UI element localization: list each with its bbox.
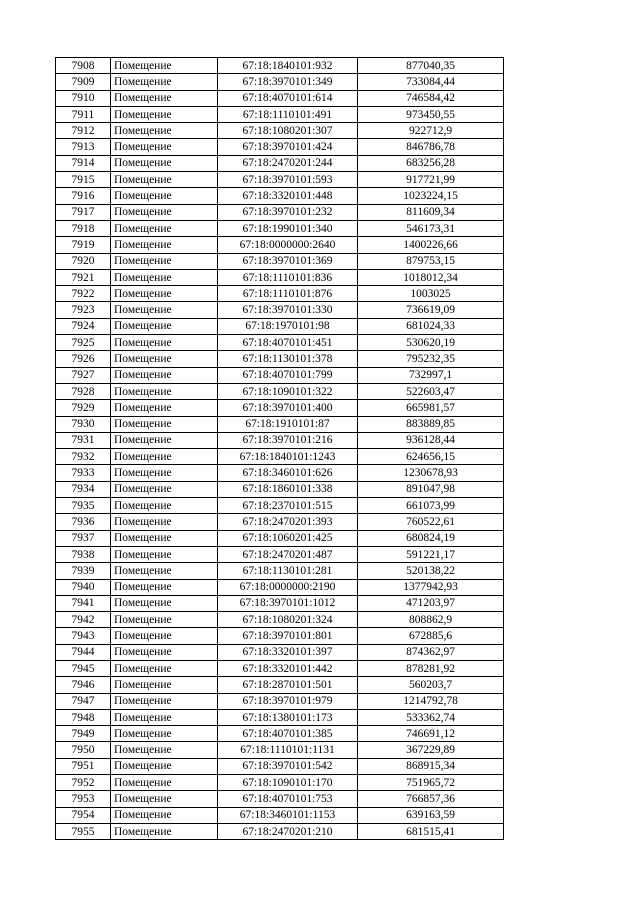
table-row: [56, 775, 504, 791]
table-row: [56, 139, 504, 155]
cadastral-number: 67:18:1130101:281: [218, 563, 358, 579]
cadastral-number: 67:18:3320101:442: [218, 660, 358, 676]
table-row: [56, 237, 504, 253]
row-number: 7914: [56, 155, 111, 171]
table-row: [56, 677, 504, 693]
cadastral-value: 680824,19: [358, 530, 504, 546]
object-type: Помещение: [111, 351, 218, 367]
cadastral-number: 67:18:1110101:1131: [218, 742, 358, 758]
object-type: Помещение: [111, 449, 218, 465]
object-type: Помещение: [111, 726, 218, 742]
property-table: [55, 57, 504, 840]
object-type: Помещение: [111, 383, 218, 399]
cadastral-number: 67:18:1090101:170: [218, 775, 358, 791]
table-row: [56, 709, 504, 725]
object-type: Помещение: [111, 367, 218, 383]
table-row: [56, 383, 504, 399]
row-number: 7911: [56, 106, 111, 122]
table-row: [56, 726, 504, 742]
cadastral-value: 1018012,34: [358, 269, 504, 285]
object-type: Помещение: [111, 563, 218, 579]
cadastral-value: 874362,97: [358, 644, 504, 660]
cadastral-value: 681515,41: [358, 823, 504, 839]
object-type: Помещение: [111, 237, 218, 253]
table-row: [56, 579, 504, 595]
cadastral-value: 808862,9: [358, 612, 504, 628]
table-row: [56, 693, 504, 709]
object-type: Помещение: [111, 302, 218, 318]
cadastral-value: 746584,42: [358, 90, 504, 106]
cadastral-value: 533362,74: [358, 709, 504, 725]
cadastral-value: 736619,09: [358, 302, 504, 318]
cadastral-number: 67:18:3970101:330: [218, 302, 358, 318]
cadastral-number: 67:18:3460101:626: [218, 465, 358, 481]
cadastral-value: 1003025: [358, 286, 504, 302]
cadastral-number: 67:18:2870101:501: [218, 677, 358, 693]
cadastral-number: 67:18:3970101:593: [218, 172, 358, 188]
row-number: 7949: [56, 726, 111, 742]
cadastral-value: 1023224,15: [358, 188, 504, 204]
row-number: 7953: [56, 791, 111, 807]
object-type: Помещение: [111, 758, 218, 774]
cadastral-number: 67:18:2470201:244: [218, 155, 358, 171]
cadastral-value: 732997,1: [358, 367, 504, 383]
row-number: 7915: [56, 172, 111, 188]
cadastral-value: 1400226,66: [358, 237, 504, 253]
cadastral-value: 681024,33: [358, 318, 504, 334]
cadastral-value: 683256,28: [358, 155, 504, 171]
cadastral-number: 67:18:2470201:210: [218, 823, 358, 839]
object-type: Помещение: [111, 155, 218, 171]
row-number: 7948: [56, 709, 111, 725]
row-number: 7934: [56, 481, 111, 497]
cadastral-number: 67:18:0000000:2190: [218, 579, 358, 595]
row-number: 7939: [56, 563, 111, 579]
row-number: 7935: [56, 498, 111, 514]
cadastral-number: 67:18:4070101:451: [218, 335, 358, 351]
cadastral-value: 868915,34: [358, 758, 504, 774]
row-number: 7920: [56, 253, 111, 269]
cadastral-number: 67:18:2470201:393: [218, 514, 358, 530]
table-row: [56, 498, 504, 514]
cadastral-number: 67:18:3320101:397: [218, 644, 358, 660]
row-number: 7947: [56, 693, 111, 709]
table-row: [56, 628, 504, 644]
object-type: Помещение: [111, 823, 218, 839]
object-type: Помещение: [111, 106, 218, 122]
table-row: [56, 823, 504, 839]
object-type: Помещение: [111, 58, 218, 74]
row-number: 7930: [56, 416, 111, 432]
table-row: [56, 449, 504, 465]
table-row: [56, 351, 504, 367]
table-row: [56, 432, 504, 448]
cadastral-number: 67:18:1090101:322: [218, 383, 358, 399]
cadastral-number: 67:18:3970101:1012: [218, 595, 358, 611]
object-type: Помещение: [111, 677, 218, 693]
table-row: [56, 318, 504, 334]
row-number: 7955: [56, 823, 111, 839]
table-row: [56, 563, 504, 579]
cadastral-number: 67:18:3970101:424: [218, 139, 358, 155]
cadastral-number: 67:18:1840101:1243: [218, 449, 358, 465]
cadastral-number: 67:18:1860101:338: [218, 481, 358, 497]
cadastral-number: 67:18:3460101:1153: [218, 807, 358, 823]
cadastral-number: 67:18:1840101:932: [218, 58, 358, 74]
row-number: 7908: [56, 58, 111, 74]
row-number: 7933: [56, 465, 111, 481]
cadastral-value: 1230678,93: [358, 465, 504, 481]
cadastral-value: 877040,35: [358, 58, 504, 74]
row-number: 7921: [56, 269, 111, 285]
row-number: 7951: [56, 758, 111, 774]
table-row: [56, 106, 504, 122]
cadastral-number: 67:18:0000000:2640: [218, 237, 358, 253]
table-body: [56, 58, 504, 840]
table-row: [56, 123, 504, 139]
cadastral-number: 67:18:1060201:425: [218, 530, 358, 546]
cadastral-number: 67:18:1970101:98: [218, 318, 358, 334]
table-row: [56, 172, 504, 188]
table-row: [56, 74, 504, 90]
row-number: 7946: [56, 677, 111, 693]
cadastral-value: 878281,92: [358, 660, 504, 676]
table-row: [56, 204, 504, 220]
cadastral-value: 639163,59: [358, 807, 504, 823]
table-row: [56, 58, 504, 74]
cadastral-number: 67:18:2370101:515: [218, 498, 358, 514]
table-row: [56, 595, 504, 611]
row-number: 7945: [56, 660, 111, 676]
row-number: 7932: [56, 449, 111, 465]
object-type: Помещение: [111, 172, 218, 188]
cadastral-value: 367229,89: [358, 742, 504, 758]
cadastral-value: 795232,35: [358, 351, 504, 367]
cadastral-value: 522603,47: [358, 383, 504, 399]
row-number: 7931: [56, 432, 111, 448]
cadastral-value: 846786,78: [358, 139, 504, 155]
row-number: 7918: [56, 220, 111, 236]
cadastral-number: 67:18:3970101:801: [218, 628, 358, 644]
row-number: 7944: [56, 644, 111, 660]
table-row: [56, 758, 504, 774]
cadastral-value: 891047,98: [358, 481, 504, 497]
cadastral-number: 67:18:3970101:216: [218, 432, 358, 448]
cadastral-value: 766857,36: [358, 791, 504, 807]
object-type: Помещение: [111, 286, 218, 302]
object-type: Помещение: [111, 318, 218, 334]
cadastral-number: 67:18:2470201:487: [218, 546, 358, 562]
table-row: [56, 269, 504, 285]
cadastral-number: 67:18:1080201:307: [218, 123, 358, 139]
cadastral-number: 67:18:3970101:232: [218, 204, 358, 220]
object-type: Помещение: [111, 546, 218, 562]
object-type: Помещение: [111, 775, 218, 791]
row-number: 7910: [56, 90, 111, 106]
table-row: [56, 90, 504, 106]
object-type: Помещение: [111, 791, 218, 807]
cadastral-value: 661073,99: [358, 498, 504, 514]
row-number: 7940: [56, 579, 111, 595]
cadastral-value: 520138,22: [358, 563, 504, 579]
row-number: 7925: [56, 335, 111, 351]
table-row: [56, 612, 504, 628]
object-type: Помещение: [111, 644, 218, 660]
cadastral-value: 883889,85: [358, 416, 504, 432]
object-type: Помещение: [111, 660, 218, 676]
row-number: 7950: [56, 742, 111, 758]
table-row: [56, 530, 504, 546]
cadastral-value: 936128,44: [358, 432, 504, 448]
object-type: Помещение: [111, 595, 218, 611]
cadastral-number: 67:18:1110101:491: [218, 106, 358, 122]
table-row: [56, 660, 504, 676]
cadastral-number: 67:18:1080201:324: [218, 612, 358, 628]
object-type: Помещение: [111, 188, 218, 204]
row-number: 7942: [56, 612, 111, 628]
object-type: Помещение: [111, 498, 218, 514]
table-row: [56, 155, 504, 171]
object-type: Помещение: [111, 139, 218, 155]
row-number: 7929: [56, 400, 111, 416]
row-number: 7916: [56, 188, 111, 204]
row-number: 7952: [56, 775, 111, 791]
cadastral-number: 67:18:3970101:979: [218, 693, 358, 709]
cadastral-value: 471203,97: [358, 595, 504, 611]
object-type: Помещение: [111, 123, 218, 139]
table-row: [56, 742, 504, 758]
cadastral-value: 591221,17: [358, 546, 504, 562]
row-number: 7954: [56, 807, 111, 823]
row-number: 7926: [56, 351, 111, 367]
cadastral-value: 811609,34: [358, 204, 504, 220]
table-row: [56, 416, 504, 432]
table-row: [56, 367, 504, 383]
cadastral-number: 67:18:3970101:400: [218, 400, 358, 416]
row-number: 7943: [56, 628, 111, 644]
table-row: [56, 546, 504, 562]
cadastral-value: 560203,7: [358, 677, 504, 693]
cadastral-value: 1214792,78: [358, 693, 504, 709]
object-type: Помещение: [111, 432, 218, 448]
object-type: Помещение: [111, 514, 218, 530]
cadastral-value: 973450,55: [358, 106, 504, 122]
object-type: Помещение: [111, 90, 218, 106]
row-number: 7919: [56, 237, 111, 253]
table-row: [56, 302, 504, 318]
table-row: [56, 220, 504, 236]
object-type: Помещение: [111, 220, 218, 236]
cadastral-number: 67:18:1130101:378: [218, 351, 358, 367]
object-type: Помещение: [111, 807, 218, 823]
object-type: Помещение: [111, 335, 218, 351]
object-type: Помещение: [111, 204, 218, 220]
cadastral-number: 67:18:4070101:799: [218, 367, 358, 383]
object-type: Помещение: [111, 74, 218, 90]
object-type: Помещение: [111, 709, 218, 725]
object-type: Помещение: [111, 481, 218, 497]
cadastral-number: 67:18:1110101:876: [218, 286, 358, 302]
object-type: Помещение: [111, 628, 218, 644]
object-type: Помещение: [111, 742, 218, 758]
table-row: [56, 188, 504, 204]
cadastral-value: 751965,72: [358, 775, 504, 791]
cadastral-number: 67:18:3970101:542: [218, 758, 358, 774]
cadastral-value: 1377942,93: [358, 579, 504, 595]
table-row: [56, 253, 504, 269]
table-row: [56, 514, 504, 530]
object-type: Помещение: [111, 269, 218, 285]
row-number: 7924: [56, 318, 111, 334]
row-number: 7913: [56, 139, 111, 155]
object-type: Помещение: [111, 465, 218, 481]
cadastral-number: 67:18:1990101:340: [218, 220, 358, 236]
table-row: [56, 400, 504, 416]
object-type: Помещение: [111, 400, 218, 416]
row-number: 7909: [56, 74, 111, 90]
row-number: 7941: [56, 595, 111, 611]
table-row: [56, 286, 504, 302]
cadastral-number: 67:18:4070101:385: [218, 726, 358, 742]
cadastral-value: 665981,57: [358, 400, 504, 416]
row-number: 7923: [56, 302, 111, 318]
object-type: Помещение: [111, 253, 218, 269]
table-row: [56, 791, 504, 807]
row-number: 7936: [56, 514, 111, 530]
cadastral-number: 67:18:1380101:173: [218, 709, 358, 725]
cadastral-number: 67:18:4070101:614: [218, 90, 358, 106]
cadastral-value: 733084,44: [358, 74, 504, 90]
row-number: 7927: [56, 367, 111, 383]
cadastral-value: 760522,61: [358, 514, 504, 530]
cadastral-value: 746691,12: [358, 726, 504, 742]
cadastral-number: 67:18:3970101:369: [218, 253, 358, 269]
row-number: 7937: [56, 530, 111, 546]
cadastral-value: 879753,15: [358, 253, 504, 269]
cadastral-value: 922712,9: [358, 123, 504, 139]
object-type: Помещение: [111, 530, 218, 546]
cadastral-number: 67:18:1110101:836: [218, 269, 358, 285]
table-row: [56, 465, 504, 481]
cadastral-number: 67:18:3970101:349: [218, 74, 358, 90]
table-row: [56, 807, 504, 823]
row-number: 7912: [56, 123, 111, 139]
table-row: [56, 481, 504, 497]
cadastral-value: 917721,99: [358, 172, 504, 188]
object-type: Помещение: [111, 612, 218, 628]
cadastral-value: 672885,6: [358, 628, 504, 644]
cadastral-value: 530620,19: [358, 335, 504, 351]
object-type: Помещение: [111, 416, 218, 432]
row-number: 7928: [56, 383, 111, 399]
object-type: Помещение: [111, 693, 218, 709]
cadastral-number: 67:18:3320101:448: [218, 188, 358, 204]
table-row: [56, 644, 504, 660]
row-number: 7917: [56, 204, 111, 220]
row-number: 7922: [56, 286, 111, 302]
object-type: Помещение: [111, 579, 218, 595]
cadastral-value: 546173,31: [358, 220, 504, 236]
cadastral-number: 67:18:1910101:87: [218, 416, 358, 432]
table-row: [56, 335, 504, 351]
cadastral-value: 624656,15: [358, 449, 504, 465]
cadastral-number: 67:18:4070101:753: [218, 791, 358, 807]
row-number: 7938: [56, 546, 111, 562]
